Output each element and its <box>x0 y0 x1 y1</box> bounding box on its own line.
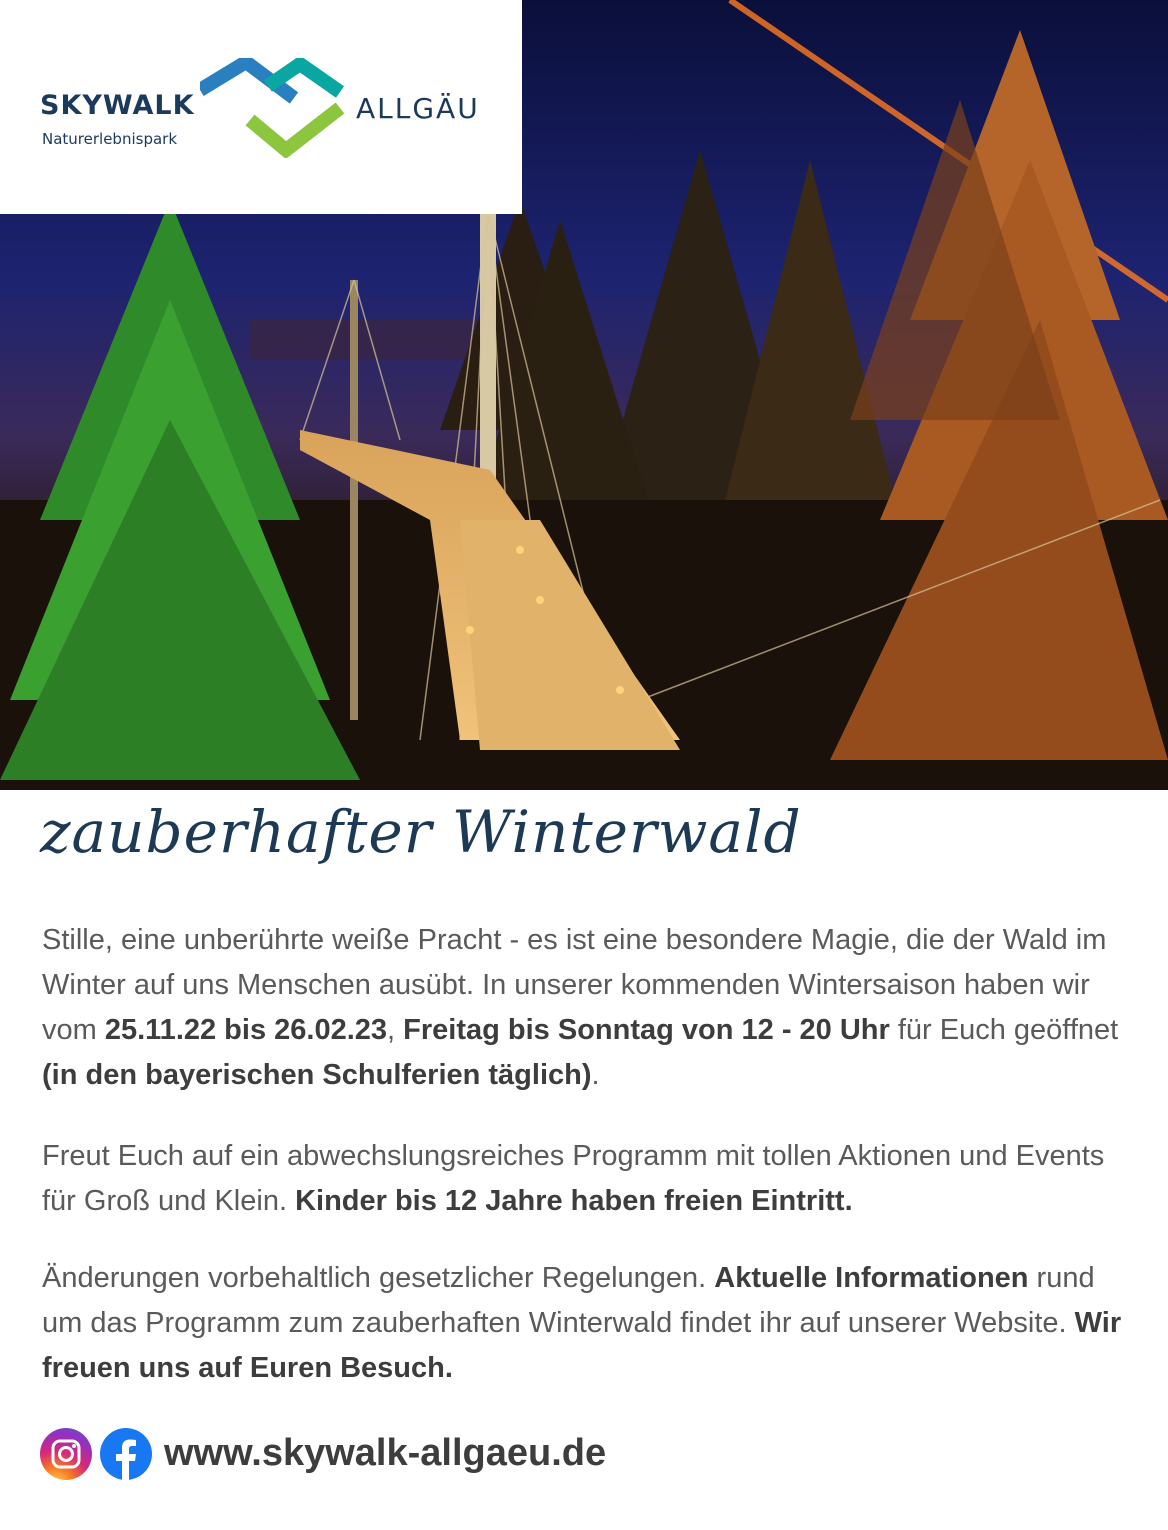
p3-current-info: Aktuelle Informationen <box>714 1262 1029 1294</box>
logo-block[interactable] <box>0 0 522 214</box>
p1-text-4: . <box>591 1059 600 1091</box>
p3-closing: Wir freuen uns auf Euren Besuch. <box>42 1307 1122 1384</box>
website-link[interactable]: www.skywalk-allgaeu.de <box>164 1432 607 1474</box>
p3-text-2: rund um das Programm zum zauberhaften Winterwald findet ihr auf unserer Website. <box>42 1262 1095 1339</box>
p3-text-1: Änderungen vorbehaltlich gesetzlicher Regelungen. <box>42 1262 715 1294</box>
paragraph-opening-times <box>42 918 1142 1098</box>
p1-text-1: Stille, eine unberührte weiße Pracht - es ist eine besondere Magie, die der Wald im Winter auf uns Menschen ausübt. In unserer kommenden Wintersaison haben wir vom <box>42 924 1107 1046</box>
brand-name: SKYWALK <box>40 90 195 121</box>
p1-holidays: (in den bayerischen Schulferien täglich) <box>42 1059 592 1091</box>
p1-text-2: , <box>387 1014 404 1046</box>
headline: zauberhafter Winterwald <box>40 798 802 866</box>
logo-mark-icon <box>200 58 348 158</box>
paragraph-program <box>42 1134 1142 1224</box>
p2-free-entry: Kinder bis 12 Jahre haben freien Eintritt. <box>295 1185 853 1217</box>
brand-region: ALLGÄU <box>356 92 480 125</box>
facebook-icon[interactable] <box>100 1428 152 1480</box>
p1-text-3: für Euch geöffnet <box>889 1014 1119 1046</box>
p1-hours: Freitag bis Sonntag von 12 - 20 Uhr <box>403 1014 890 1046</box>
p1-dates: 25.11.22 bis 26.02.23 <box>104 1014 388 1046</box>
brand-subtitle: Naturerlebnispark <box>42 130 178 148</box>
instagram-icon[interactable] <box>40 1428 92 1480</box>
p2-text-1: Freut Euch auf ein abwechslungsreiches Programm mit tollen Aktionen und Events für Groß und Klein. <box>42 1140 1105 1217</box>
paragraph-info <box>42 1256 1142 1391</box>
